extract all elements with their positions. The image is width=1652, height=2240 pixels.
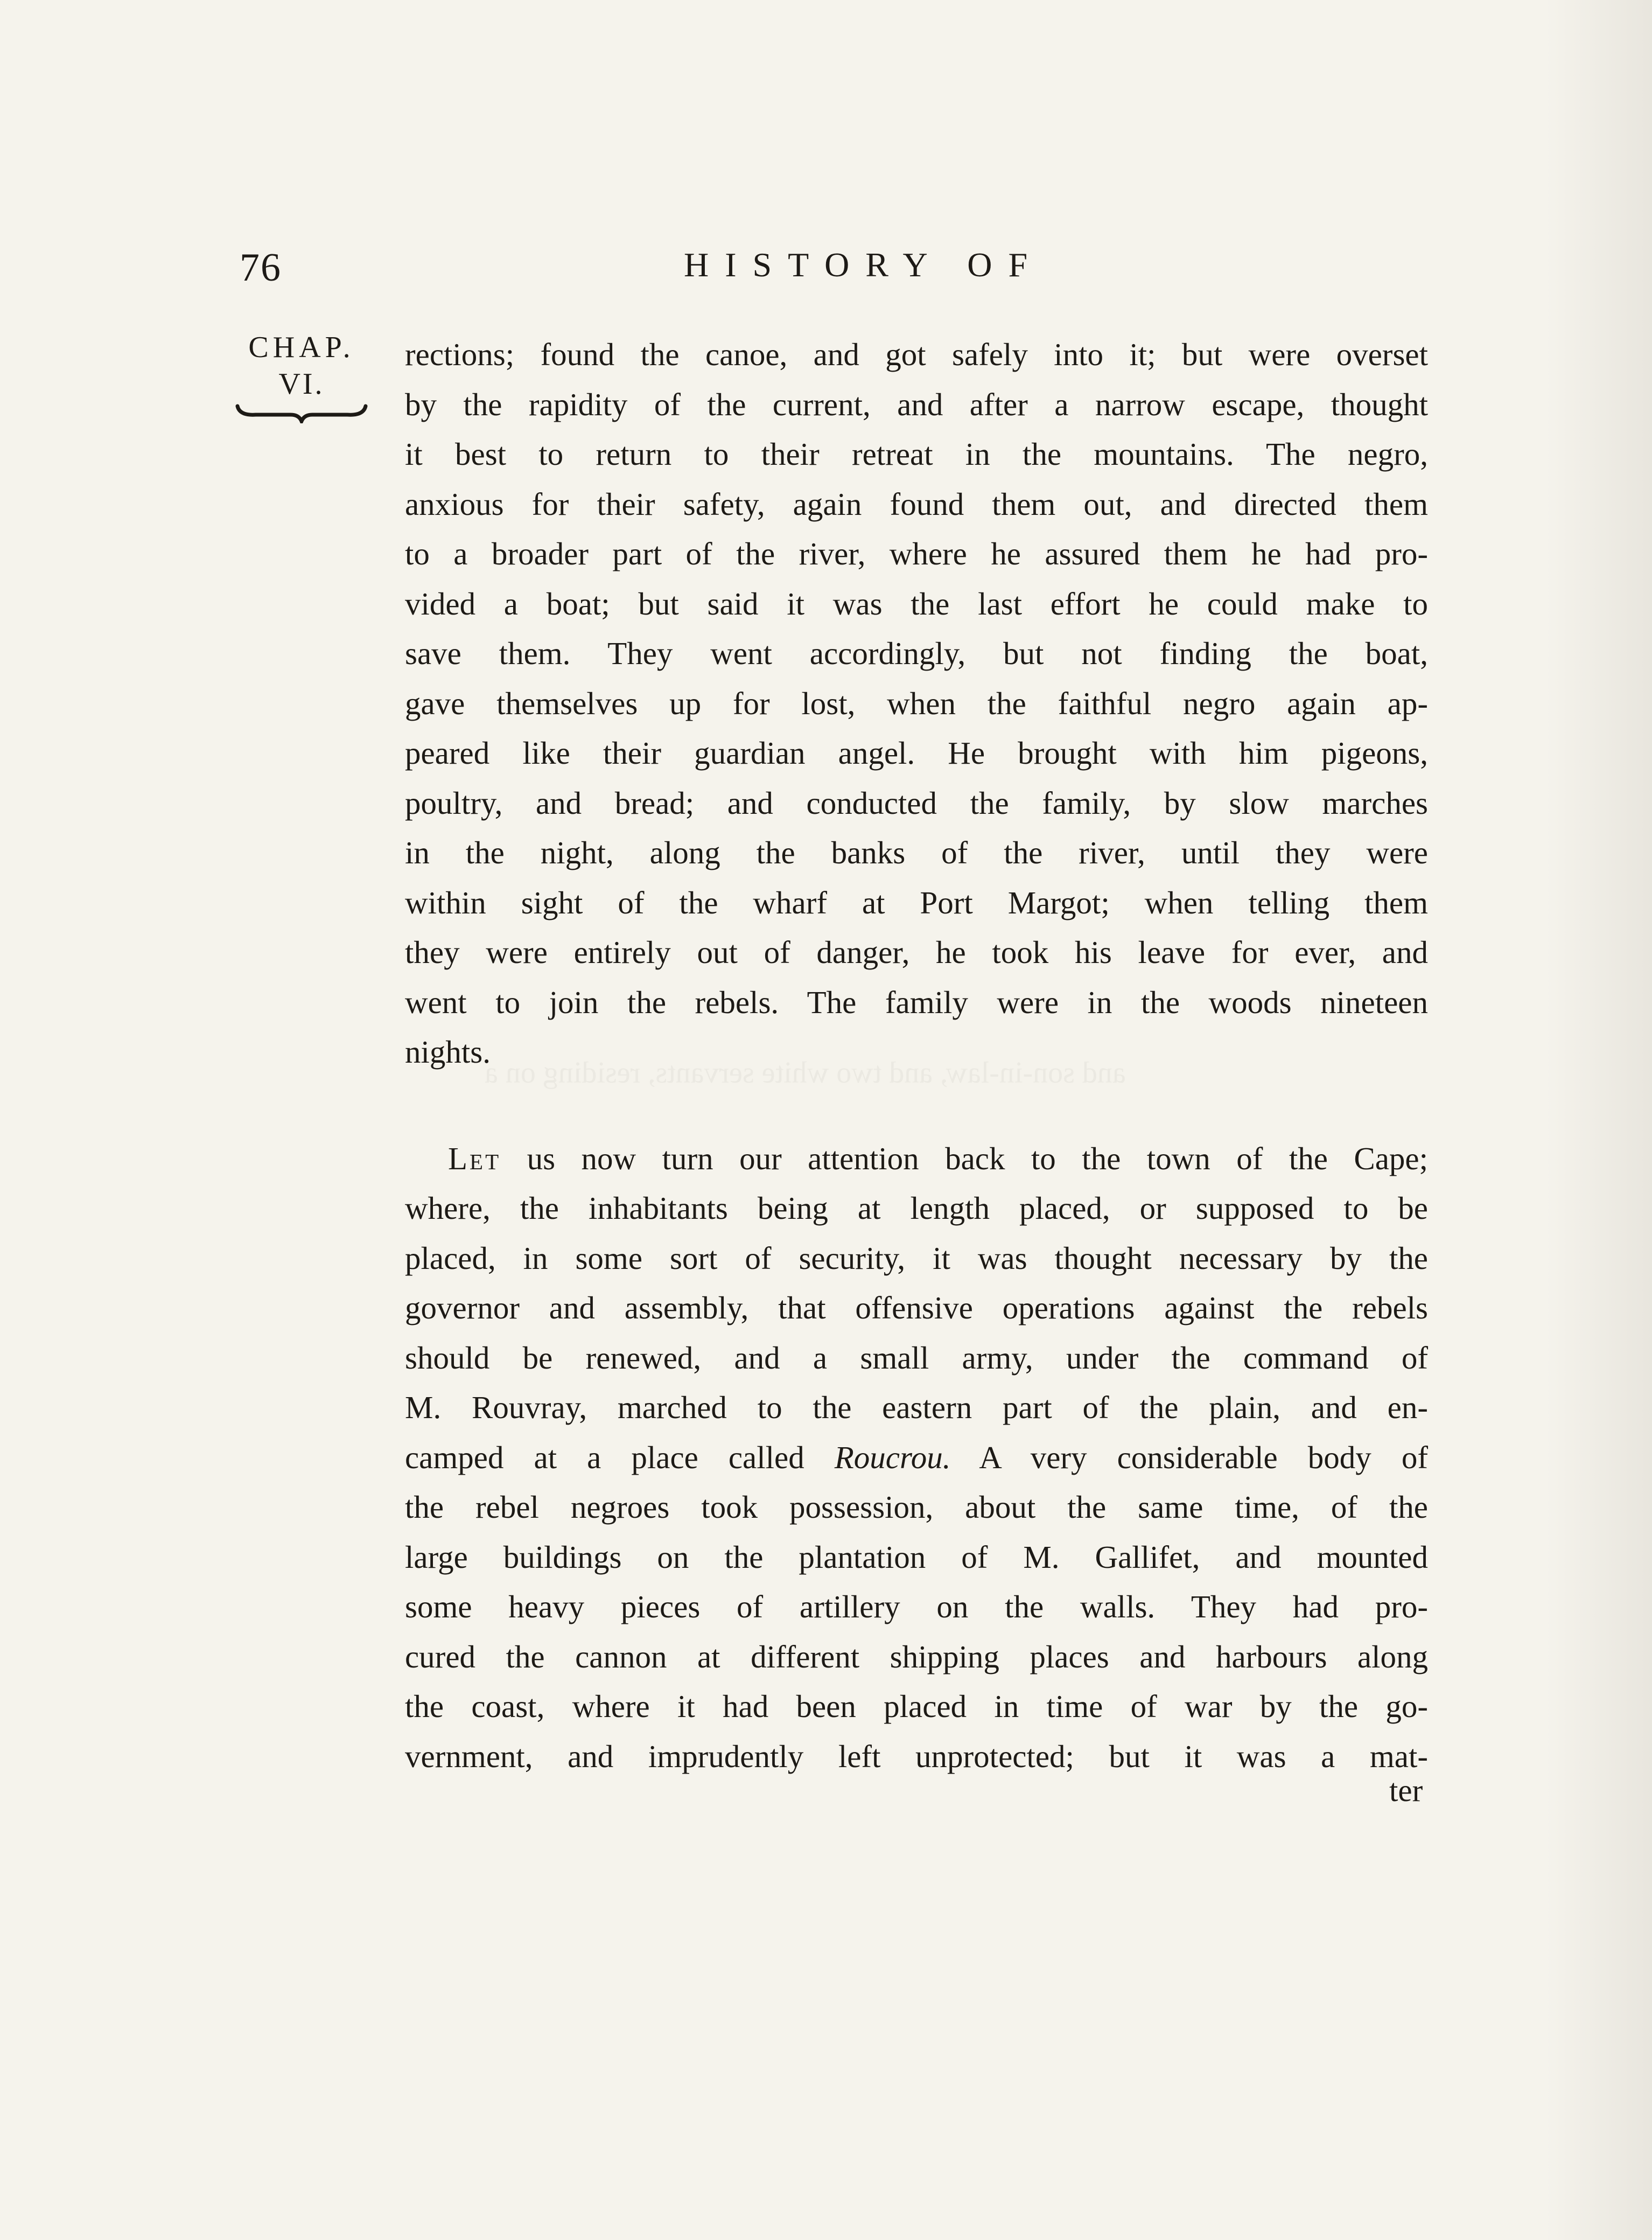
text-line: should be renewed, and a small army, under the command of	[405, 1339, 1428, 1376]
text-line: some heavy pieces of artillery on the walls. They had pro-	[405, 1589, 1428, 1624]
text-line: within sight of the wharf at Port Margot; when telling them	[405, 884, 1428, 920]
paragraph-gap	[405, 1077, 1428, 1134]
text-line: cured the cannon at different shipping places and harbours along	[405, 1638, 1428, 1674]
text-line: large buildings on the plantation of M. Gallifet, and mounted	[405, 1539, 1428, 1575]
curly-brace-icon	[234, 402, 369, 423]
text-line: where, the inhabitants being at length placed, or supposed to be	[405, 1190, 1428, 1226]
text-line: gave themselves up for lost, when the faithful negro again ap-	[405, 685, 1428, 721]
text-line: the rebel negroes took possession, about the same time, of the	[405, 1489, 1428, 1525]
text-line: anxious for their safety, again found them out, and directed them	[405, 486, 1428, 522]
text-run: A very considerable body of	[950, 1439, 1428, 1475]
body-text	[405, 330, 1428, 1781]
text-line: peared like their guardian angel. He brought with him pigeons,	[405, 735, 1428, 771]
page-number: 76	[240, 246, 282, 290]
text-line: vided a boat; but said it was the last effort he could make to	[405, 585, 1428, 622]
text-line	[405, 1433, 1428, 1483]
place-name-italic: Roucrou.	[834, 1439, 951, 1475]
text-line: it best to return to their retreat in the mountains. The negro,	[405, 436, 1428, 472]
running-head	[240, 245, 1430, 294]
catchword: ter	[1389, 1773, 1423, 1808]
text-line: the coast, where it had been placed in time of war by the go-	[405, 1688, 1428, 1724]
text-line: poultry, and bread; and conducted the family, by slow marches	[405, 785, 1428, 821]
bleed-through: and son-in-law, and two white servants, residing on a	[485, 1056, 1126, 1090]
text-line: placed, in some sort of security, it was thought necessary by the	[405, 1240, 1428, 1276]
chapter-margin-note	[226, 329, 377, 423]
text-line: they were entirely out of danger, he took his leave for ever, and	[405, 934, 1428, 970]
text-line: save them. They went accordingly, but not finding the boat,	[405, 636, 1428, 671]
running-title: HISTORY OF	[684, 246, 1044, 284]
text-run: us now turn our attention back to the town of the Cape;	[501, 1140, 1428, 1176]
text-line: vernment, and imprudently left unprotected; but it was a mat-	[405, 1738, 1428, 1774]
text-line	[405, 1134, 1428, 1184]
paragraph-1	[405, 330, 1428, 1077]
text-run: camped at a place called	[405, 1439, 835, 1475]
paragraph-2	[405, 1134, 1428, 1782]
text-line: in the night, along the banks of the river, until they were	[405, 835, 1428, 870]
text-line: by the rapidity of the current, and after a narrow escape, thought	[405, 386, 1428, 422]
text-line: went to join the rebels. The family were in the woods nineteen	[405, 984, 1428, 1020]
text-line: governor and assembly, that offensive operations against the rebels	[405, 1290, 1428, 1325]
text-line: nights.	[405, 1034, 491, 1070]
text-line: to a broader part of the river, where he assured them he had pro-	[405, 536, 1428, 571]
text-line: rections; found the canoe, and got safely into it; but were overset	[405, 337, 1428, 372]
paragraph-opening-word: Let	[448, 1140, 501, 1176]
text-line: M. Rouvray, marched to the eastern part of the plain, and en-	[405, 1390, 1428, 1425]
chapter-label: CHAP.	[248, 331, 355, 364]
chapter-number: VI.	[278, 367, 325, 401]
